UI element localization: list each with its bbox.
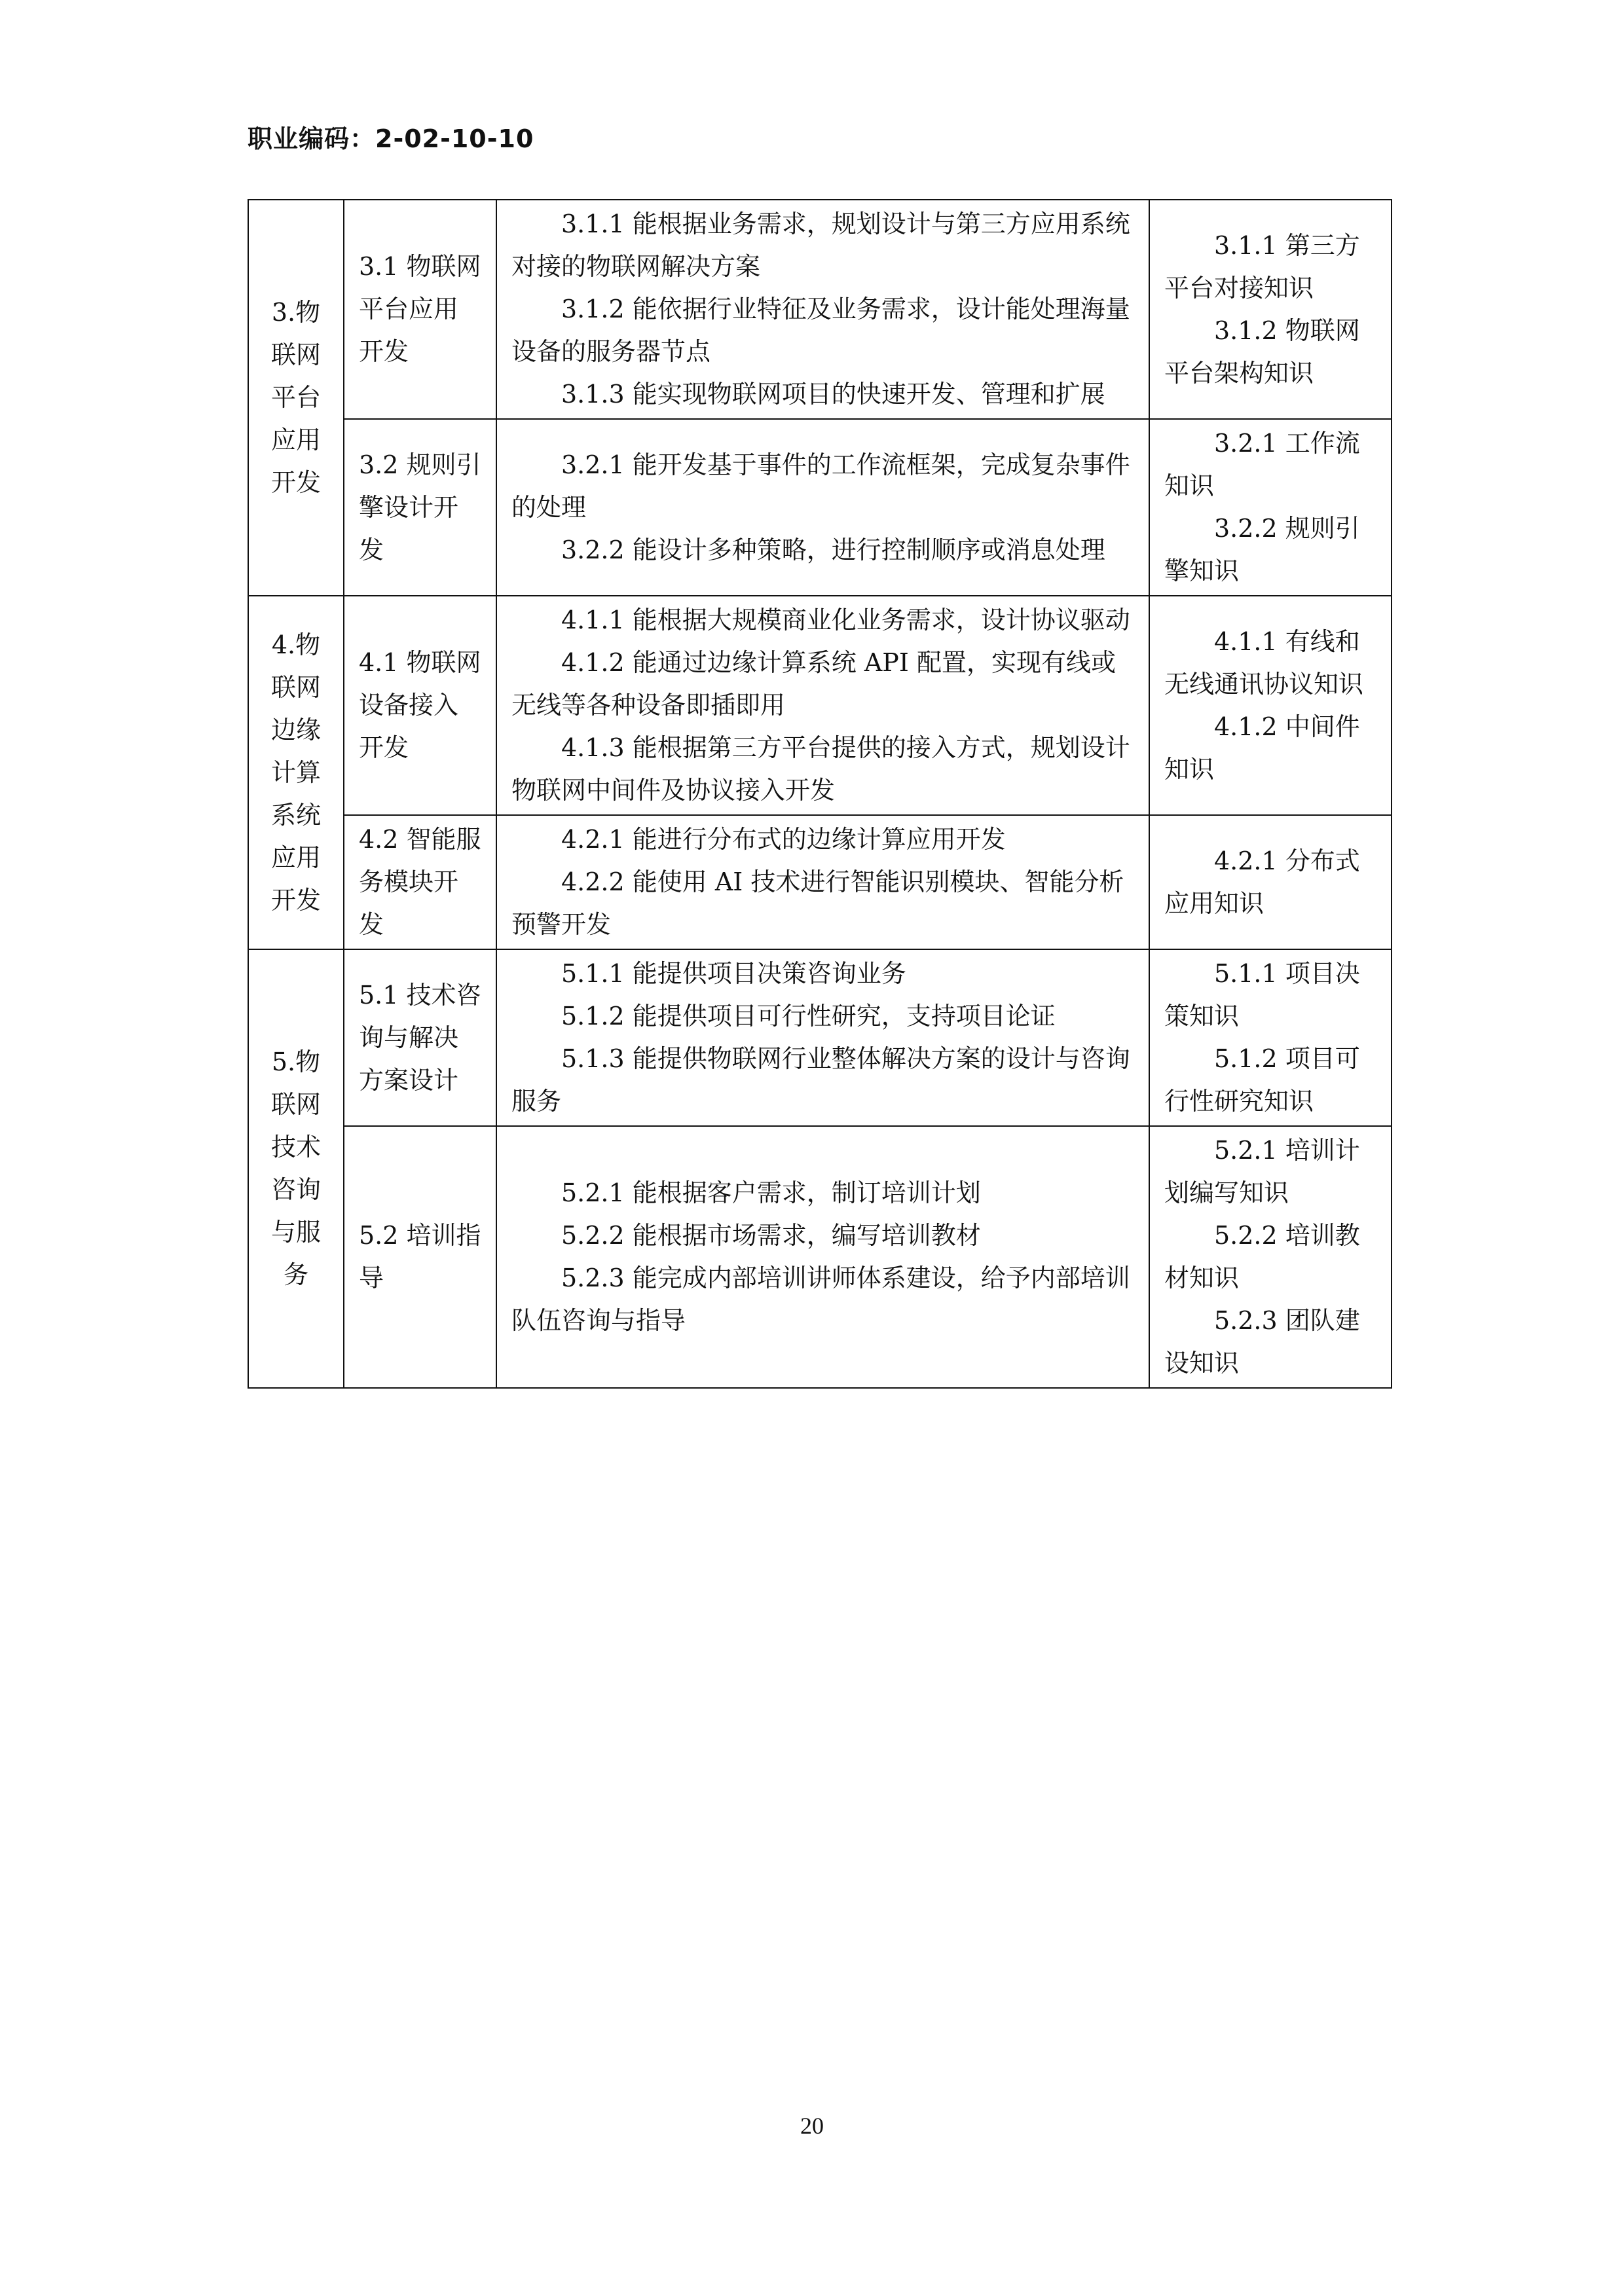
skill-requirements-cell xyxy=(496,419,1149,596)
function-cell: 4.物联网边缘计算系统应用开发 xyxy=(248,596,344,949)
knowledge-item: 4.1.2 中间件知识 xyxy=(1164,712,1360,784)
requirement-item: 4.1.2 能通过边缘计算系统 API 配置，实现有线或无线等各种设备即插即用 xyxy=(511,648,1116,720)
requirement-item: 5.1.2 能提供项目可行性研究，支持项目论证 xyxy=(561,1002,1056,1030)
requirement-item: 3.1.1 能根据业务需求，规划设计与第三方应用系统对接的物联网解决方案 xyxy=(511,210,1130,281)
knowledge-item: 5.2.3 团队建设知识 xyxy=(1164,1306,1360,1377)
table-row xyxy=(248,200,1392,419)
work-content-cell: 5.2 培训指导 xyxy=(344,1126,496,1388)
table-row xyxy=(248,815,1392,949)
requirement-item: 3.1.3 能实现物联网项目的快速开发、管理和扩展 xyxy=(561,380,1105,409)
page-number: 20 xyxy=(800,2113,824,2139)
knowledge-item: 3.2.2 规则引擎知识 xyxy=(1164,514,1360,585)
knowledge-item: 4.1.1 有线和无线通讯协议知识 xyxy=(1164,627,1364,699)
requirement-item: 4.1.1 能根据大规模商业化业务需求，设计协议驱动 xyxy=(561,606,1130,634)
table-row xyxy=(248,1126,1392,1388)
knowledge-item: 3.1.1 第三方平台对接知识 xyxy=(1164,230,1360,302)
knowledge-item: 4.2.1 分布式应用知识 xyxy=(1164,846,1360,918)
skill-requirements-cell xyxy=(496,200,1149,419)
related-knowledge-cell xyxy=(1149,419,1392,596)
table-row xyxy=(248,596,1392,815)
knowledge-item: 3.2.1 工作流知识 xyxy=(1164,429,1360,500)
skill-requirements-cell xyxy=(496,596,1149,815)
function-cell: 5.物联网技术咨询与服务 xyxy=(248,949,344,1388)
related-knowledge-cell xyxy=(1149,815,1392,949)
table-row xyxy=(248,419,1392,596)
function-cell: 3.物联网平台应用开发 xyxy=(248,200,344,596)
related-knowledge-cell xyxy=(1149,949,1392,1126)
related-knowledge-cell xyxy=(1149,596,1392,815)
skill-requirements-table xyxy=(248,199,1392,1389)
requirement-item: 3.1.2 能依据行业特征及业务需求，设计能处理海量设备的服务器节点 xyxy=(511,295,1130,366)
knowledge-item: 5.2.1 培训计划编写知识 xyxy=(1164,1136,1360,1207)
requirement-item: 4.1.3 能根据第三方平台提供的接入方式，规划设计物联网中间件及协议接入开发 xyxy=(511,733,1130,805)
occupation-code: 职业编码：2-02-10-10 xyxy=(248,124,534,153)
requirement-item: 5.2.1 能根据客户需求，制订培训计划 xyxy=(561,1178,981,1207)
work-content-cell: 3.2 规则引擎设计开发 xyxy=(344,419,496,596)
requirement-item: 5.2.2 能根据市场需求，编写培训教材 xyxy=(561,1221,981,1250)
skill-requirements-cell xyxy=(496,815,1149,949)
requirement-item: 3.2.1 能开发基于事件的工作流框架，完成复杂事件的处理 xyxy=(511,450,1130,522)
related-knowledge-cell xyxy=(1149,200,1392,419)
requirement-item: 3.2.2 能设计多种策略，进行控制顺序或消息处理 xyxy=(561,535,1105,564)
related-knowledge-cell xyxy=(1149,1126,1392,1388)
knowledge-item: 5.2.2 培训教材知识 xyxy=(1164,1221,1360,1292)
work-content-cell: 4.1 物联网设备接入开发 xyxy=(344,596,496,815)
requirement-item: 4.2.1 能进行分布式的边缘计算应用开发 xyxy=(561,825,1006,854)
work-content-cell: 4.2 智能服务模块开发 xyxy=(344,815,496,949)
knowledge-item: 5.1.1 项目决策知识 xyxy=(1164,959,1360,1030)
requirement-item: 5.1.3 能提供物联网行业整体解决方案的设计与咨询服务 xyxy=(511,1044,1130,1116)
work-content-cell: 3.1 物联网平台应用开发 xyxy=(344,200,496,419)
knowledge-item: 5.1.2 项目可行性研究知识 xyxy=(1164,1044,1360,1116)
requirement-item: 4.2.2 能使用 AI 技术进行智能识别模块、智能分析预警开发 xyxy=(511,867,1124,939)
knowledge-item: 3.1.2 物联网平台架构知识 xyxy=(1164,316,1360,388)
work-content-cell: 5.1 技术咨询与解决方案设计 xyxy=(344,949,496,1126)
table-row xyxy=(248,949,1392,1126)
skill-requirements-cell xyxy=(496,949,1149,1126)
requirement-item: 5.2.3 能完成内部培训讲师体系建设，给予内部培训队伍咨询与指导 xyxy=(511,1264,1130,1335)
skill-requirements-cell xyxy=(496,1126,1149,1388)
requirement-item: 5.1.1 能提供项目决策咨询业务 xyxy=(561,959,906,988)
